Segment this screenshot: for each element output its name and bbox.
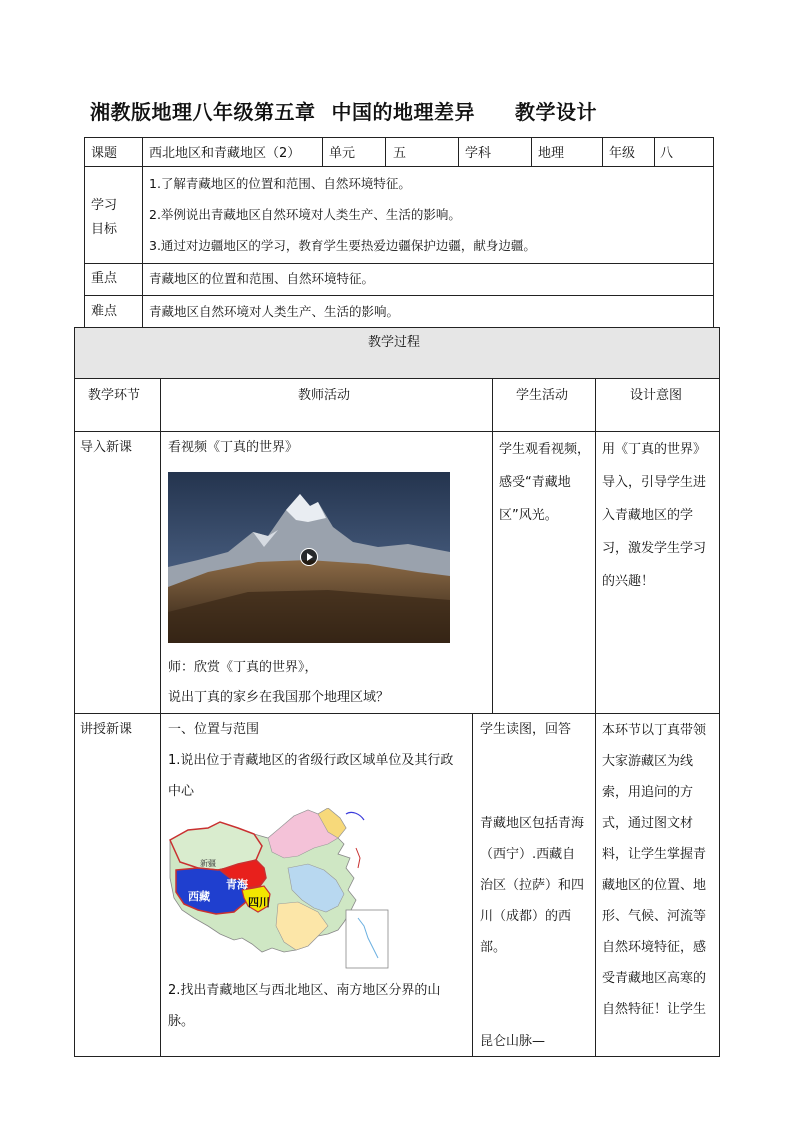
section-heading: 一、位置与范围	[168, 722, 260, 737]
goal-item-1: 1.了解青藏地区的位置和范围、自然环境特征。	[149, 176, 411, 191]
title-part-1: 湘教版地理八年级第五章	[90, 100, 316, 124]
question-1: 1.说出位于青藏地区的省级行政区域单位及其行政中心	[168, 753, 454, 799]
goal-label-2: 目标	[91, 222, 118, 237]
map-label-xizang: 西藏	[188, 890, 210, 903]
col-design-header: 设计意图	[630, 388, 683, 403]
col-stage-header: 教学环节	[88, 388, 141, 403]
map-label-qinghai: 青海	[226, 878, 248, 891]
topic-value: 西北地区和青藏地区（2）	[149, 146, 301, 161]
difficulty-label: 难点	[91, 304, 118, 319]
topic-label: 课题	[91, 146, 118, 161]
question-2: 2.找出青藏地区与西北地区、南方地区分界的山脉。	[168, 983, 441, 1029]
intro-teacher-question-2: 说出丁真的家乡在我国那个地理区域？	[168, 690, 390, 705]
new-design-intent: 本环节以丁真带领大家游藏区为线索，用追问的方式，通过图文材料，让学生掌握青藏地区的位置、地形、气候、河流等自然环境特征，感受青藏地区高寒的自然特征！让学生	[602, 723, 707, 1017]
key-value: 青藏地区的位置和范围、自然环境特征。	[149, 271, 375, 286]
title-part-3: 教学设计	[515, 100, 597, 124]
china-map	[168, 808, 390, 972]
play-icon[interactable]	[300, 548, 318, 566]
grade-value: 八	[660, 146, 674, 161]
col-teacher-header: 教师活动	[298, 388, 351, 403]
unit-label: 单元	[329, 146, 356, 161]
document-title	[90, 96, 597, 125]
key-label: 重点	[91, 271, 118, 286]
new-stage: 讲授新课	[80, 722, 133, 737]
goal-label-1: 学习	[91, 198, 118, 213]
student-activity-1: 学生读图，回答	[480, 722, 572, 737]
col-student-header: 学生活动	[516, 388, 569, 403]
difficulty-value: 青藏地区自然环境对人类生产、生活的影响。	[149, 304, 400, 319]
map-label-xinjiang: 新疆	[200, 859, 216, 868]
intro-teacher-question-1: 师：欣赏《丁真的世界》，	[168, 660, 318, 675]
grade-label: 年级	[609, 146, 636, 161]
goal-item-3: 3.通过对边疆地区的学习，教育学生要热爱边疆保护边疆，献身边疆。	[149, 238, 536, 253]
subject-value: 地理	[538, 146, 565, 161]
goal-item-2: 2.举例说出青藏地区自然环境对人类生产、生活的影响。	[149, 207, 461, 222]
map-label-sichuan: 四川	[248, 896, 270, 909]
unit-value: 五	[393, 146, 407, 161]
intro-video-caption: 看视频《丁真的世界》	[168, 440, 299, 455]
intro-student-activity: 学生观看视频，感受“青藏地区”风光。	[499, 442, 591, 523]
title-part-2: 中国的地理差异	[331, 100, 475, 124]
intro-design-intent: 用《丁真的世界》导入，引导学生进入青藏地区的学习，激发学生学习的兴趣！	[602, 442, 707, 589]
student-activity-2: 青藏地区包括青海（西宁）.西藏自治区（拉萨）和四川（成都）的西部。	[480, 816, 585, 955]
process-header: 教学过程	[368, 335, 421, 350]
intro-stage: 导入新课	[80, 440, 133, 455]
subject-label: 学科	[465, 146, 492, 161]
student-activity-3: 昆仑山脉—	[480, 1034, 546, 1049]
